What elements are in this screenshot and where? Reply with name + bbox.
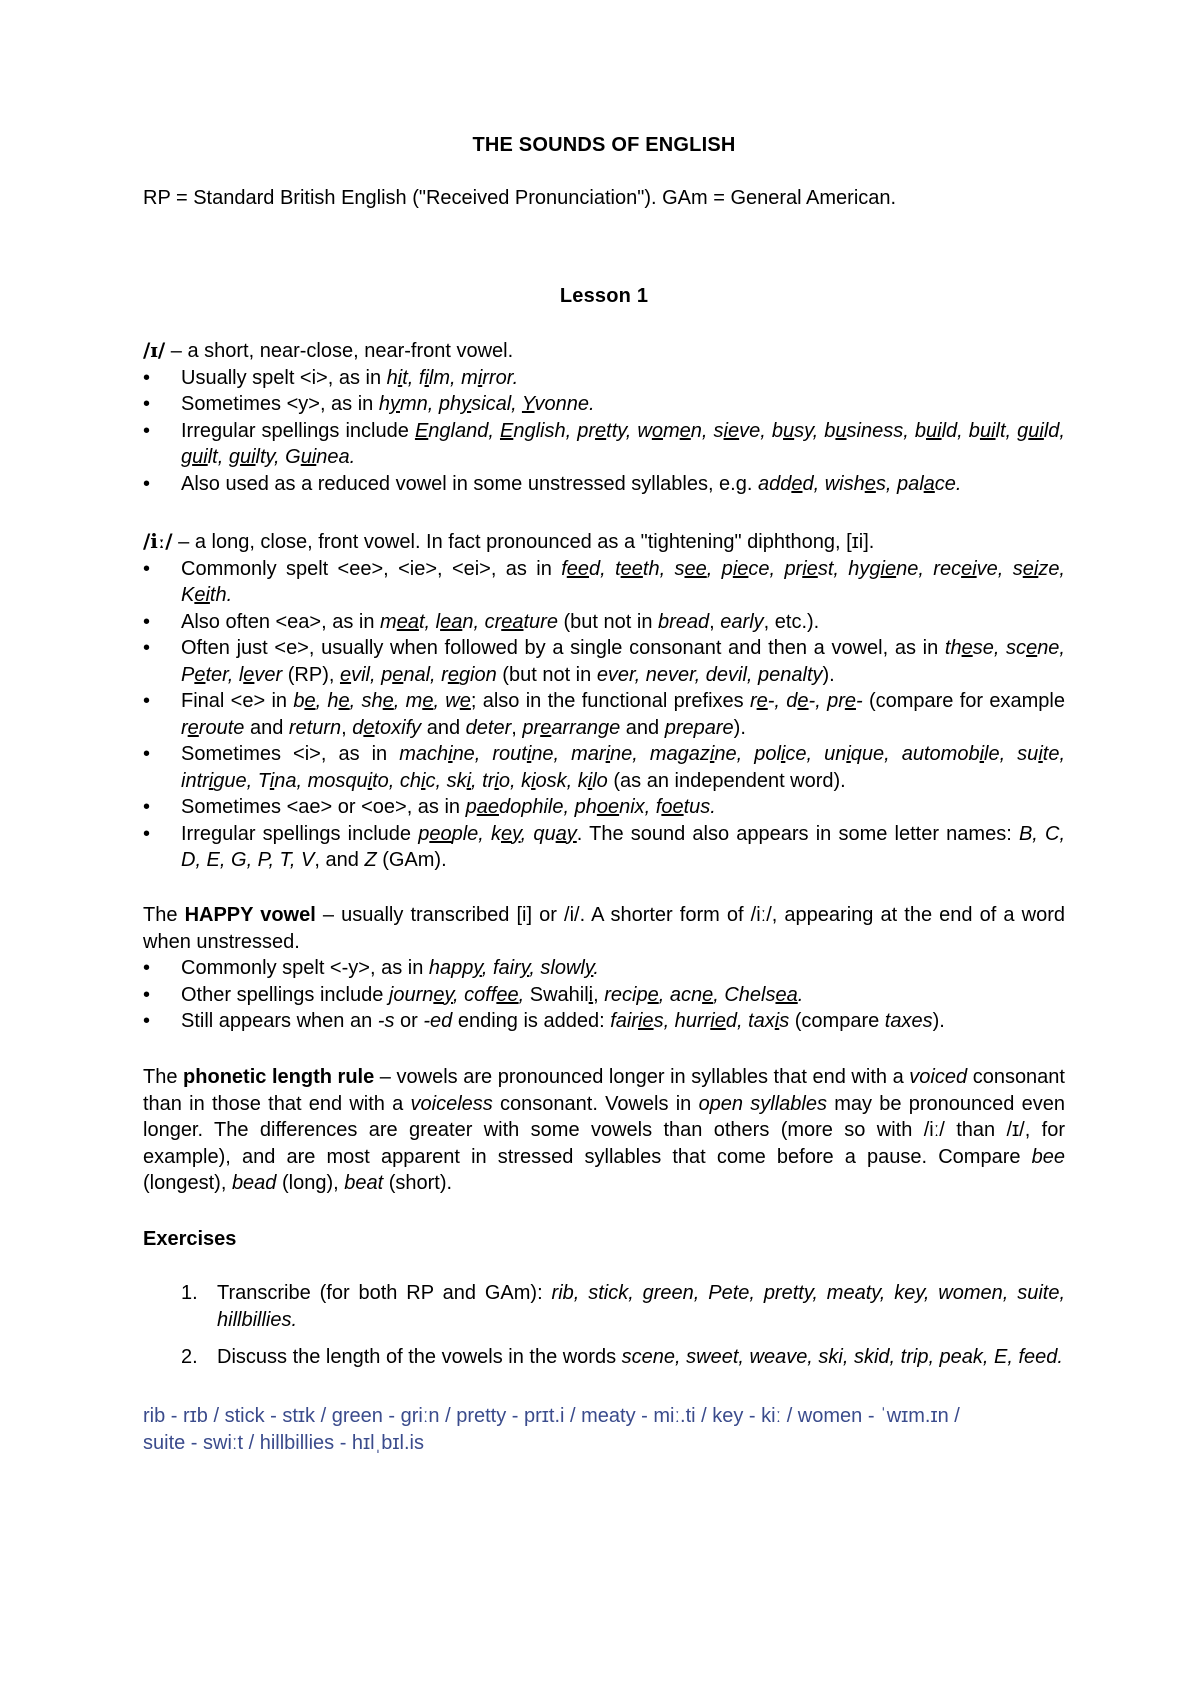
section-header: /ɪ/ – a short, near-close, near-front vowel.	[143, 338, 514, 362]
answer-block	[143, 1403, 1065, 1456]
section-header: /iː/ – a long, close, front vowel. In fact pronounced as a "tightening" diphthong, [ɪi].	[143, 529, 875, 553]
answer-line-1: rib - rɪb / stick - stɪk / green - griːn / pretty - prɪt.i / meaty - miː.ti / key - kiː / women - ˈwɪm.ɪn /	[143, 1405, 960, 1427]
bullet-item: • Often just <e>, usually when followed by a single consonant and then a vowel, as in these, scene, Peter, lever (RP), evil, penal, region (but not in ever, never, devil, penalty).	[143, 635, 1065, 688]
exercise-number: 1.	[181, 1282, 198, 1304]
bullet-item: • Sometimes <ae> or <oe>, as in paedophile, phoenix, foetus.	[143, 794, 1065, 821]
bullet-item: • Commonly spelt <ee>, <ie>, <ei>, as in feed, teeth, see, piece, priest, hygiene, receive, seize, Keith.	[143, 556, 1065, 609]
bullet-item: • Final <e> in be, he, she, me, we; also in the functional prefixes re-, de-, pre- (compare for example reroute and return, detoxify and deter, prearrange and prepare).	[143, 688, 1065, 741]
length-rule-paragraph: The phonetic length rule – vowels are pronounced longer in syllables that end with a voiced consonant than in those that end with a voiceless consonant. Vowels in open syllables may be pronounced even longer. The differences are greater with some vowels than others (more so with /iː/ than /ɪ/, for example), and are most apparent in stressed syllables that come before a pause. Compare bee (longest), bead (long), beat (short).	[143, 1066, 1066, 1194]
section-header: The HAPPY vowel – usually transcribed [i] or /i/. A shorter form of /iː/, appearing at the end of a word when unstressed.	[143, 904, 1065, 953]
lesson-heading: Lesson 1	[559, 285, 649, 307]
exercise-number: 2.	[181, 1346, 198, 1368]
exercise-text: Discuss the length of the vowels in the words scene, sweet, weave, ski, skid, trip, peak, E, feed.	[217, 1346, 1063, 1368]
bullet-item: • Usually spelt <i>, as in hit, film, mirror.	[143, 365, 1065, 392]
bullet-item: • Irregular spellings include people, key, quay. The sound also appears in some letter names: B, C, D, E, G, P, T, V, and Z (GAm).	[143, 821, 1065, 874]
bullet-list	[143, 365, 1065, 498]
exercises-heading	[143, 1226, 1065, 1253]
intro-line: RP = Standard British English ("Received Pronunciation"). GAm = General American.	[143, 187, 897, 209]
page-title: THE SOUNDS OF ENGLISH	[472, 134, 736, 156]
exercises-heading-text: Exercises	[143, 1228, 237, 1250]
bullet-item: • Commonly spelt <-y>, as in happy, fairy, slowly.	[143, 955, 1065, 982]
exercises-list	[143, 1280, 1065, 1371]
exercise-item	[143, 1280, 1065, 1333]
bullet-list	[143, 955, 1065, 1035]
bullet-list	[143, 556, 1065, 874]
section-short-i	[143, 337, 1065, 497]
exercise-text: Transcribe (for both RP and GAm): rib, stick, green, Pete, pretty, meaty, key, women, suite, hillbillies.	[217, 1282, 1066, 1331]
section-long-i	[143, 528, 1065, 874]
section-happy-vowel	[143, 902, 1065, 1035]
bullet-item: • Still appears when an -s or -ed ending is added: fairies, hurried, taxis (compare taxes).	[143, 1008, 1065, 1035]
bullet-item: • Sometimes <y>, as in hymn, physical, Yvonne.	[143, 391, 1065, 418]
answer-line-2: suite - swiːt / hillbillies - hɪlˌbɪl.is	[143, 1431, 424, 1454]
exercise-item	[143, 1344, 1065, 1371]
bullet-item: • Irregular spellings include England, English, pretty, women, sieve, busy, business, build, built, guild, guilt, guilty, Guinea.	[143, 418, 1065, 471]
bullet-item: • Also used as a reduced vowel in some unstressed syllables, e.g. added, wishes, palace.	[143, 471, 1065, 498]
bullet-item: • Also often <ea>, as in meat, lean, creature (but not in bread, early, etc.).	[143, 609, 1065, 636]
bullet-item: • Sometimes <i>, as in machine, routine, marine, magazine, police, unique, automobile, suite, intrigue, Tina, mosquito, chic, ski, trio, kiosk, kilo (as an independent word).	[143, 741, 1065, 794]
bullet-item: • Other spellings include journey, coffee, Swahili, recipe, acne, Chelsea.	[143, 982, 1065, 1009]
exercises-list-wrap	[143, 1280, 1065, 1382]
